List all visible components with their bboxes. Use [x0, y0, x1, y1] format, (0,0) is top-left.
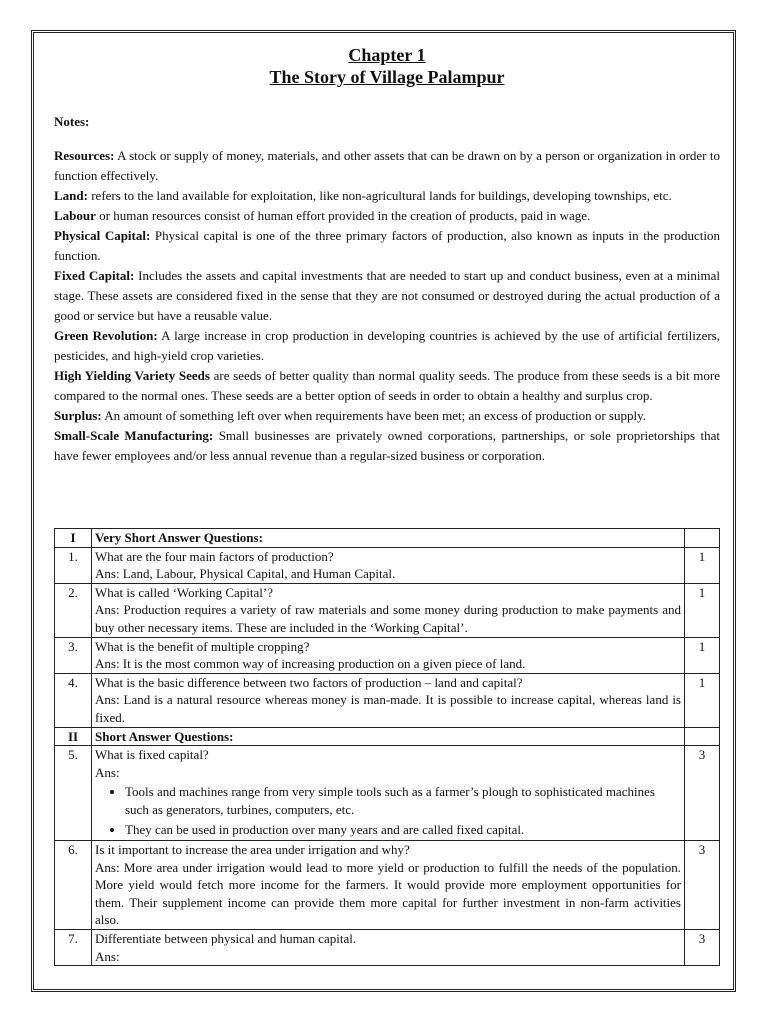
definition-hyv-seeds: [54, 366, 720, 406]
answer-text: Ans:: [95, 764, 120, 780]
answer-bullet-list: [95, 783, 681, 838]
chapter-title: The Story of Village Palampur: [269, 67, 505, 87]
question-text: Differentiate between physical and human capital.: [95, 931, 357, 947]
table-row: [55, 547, 720, 583]
table-row: [55, 841, 720, 930]
question-cell: [92, 673, 685, 727]
definition-text: A large increase in crop production in developing countries is achieved by the use of artificial fertilizers, pesticides, and high-yield crop varieties.: [54, 328, 720, 363]
definition-text: A stock or supply of money, materials, and other assets that can be drawn on by a person or organization in order to function effectively.: [54, 148, 720, 183]
definition-term: Surplus:: [54, 408, 102, 423]
question-cell: [92, 583, 685, 637]
section-title: Very Short Answer Questions:: [92, 529, 685, 548]
answer-text: Ans:: [95, 948, 120, 964]
answer-text: Ans: Land, Labour, Physical Capital, and Human Capital.: [95, 566, 396, 582]
document-content: [54, 44, 720, 466]
question-cell: [92, 637, 685, 673]
definition-term: Resources:: [54, 148, 115, 163]
question-text: What is the benefit of multiple cropping?: [95, 638, 310, 654]
definition-term: Physical Capital:: [54, 228, 151, 243]
question-number: 5.: [55, 746, 92, 841]
question-text: What is fixed capital?: [95, 747, 209, 763]
definition-text: are seeds of better quality than normal quality seeds. The produce from these seeds is a bit more compared to the normal ones. These seeds are a better option of seeds in order to obtain a healthy and surplus crop.: [54, 368, 720, 403]
table-row: [55, 746, 720, 841]
list-item: • Tools and machines range from very simple tools such as a farmer’s plough to sophisticated machines such as generators, turbines, computers, etc.: [125, 783, 681, 818]
section-title: Short Answer Questions:: [92, 727, 685, 746]
definition-text: refers to the land available for exploitation, like non-agricultural lands for buildings, developing townships, etc.: [87, 188, 672, 203]
definition-text: or human resources consist of human effort provided in the creation of products, paid in wage.: [95, 208, 591, 223]
definition-term: Land:: [54, 188, 88, 203]
question-text: Is it important to increase the area under irrigation and why?: [95, 842, 410, 858]
section-number: II: [55, 727, 92, 746]
question-marks: 3: [685, 841, 720, 930]
answer-text: Ans: Production requires a variety of raw materials and some money during production to make payments and buy other necessary items. These are included in the ‘Working Capital’.: [95, 602, 681, 635]
marks-cell: [685, 727, 720, 746]
definition-fixed-capital: [54, 266, 720, 326]
definition-term: Green Revolution:: [54, 328, 158, 343]
question-marks: 3: [685, 746, 720, 841]
section-header-row: [55, 529, 720, 548]
question-number: 4.: [55, 673, 92, 727]
question-marks: 3: [685, 930, 720, 966]
answer-text: Ans: More area under irrigation would lead to more yield or production to fulfill the needs of the population. More yield would fetch more income for the farmers. It would provide more employment opportunities for them. Their supplement income can provide them more capital for further investment in non-farm activities also.: [95, 859, 681, 928]
question-marks: 1: [685, 547, 720, 583]
chapter-number: Chapter 1: [348, 45, 426, 65]
question-marks: 1: [685, 583, 720, 637]
question-cell: [92, 841, 685, 930]
definition-labour: [54, 206, 720, 226]
list-item: • They can be used in production over many years and are called fixed capital.: [125, 821, 681, 839]
definition-resources: [54, 146, 720, 186]
table-row: [55, 637, 720, 673]
table-row: [55, 930, 720, 966]
question-cell: [92, 547, 685, 583]
definition-green-revolution: [54, 326, 720, 366]
questions-table: [54, 528, 720, 966]
definition-text: An amount of something left over when requirements have been met; an excess of production or supply.: [101, 408, 646, 423]
section-header-row: [55, 727, 720, 746]
answer-text: Ans: It is the most common way of increasing production on a given piece of land.: [95, 656, 526, 672]
definition-term: High Yielding Variety Seeds: [54, 368, 210, 383]
definition-surplus: [54, 406, 720, 426]
definition-term: Labour: [54, 208, 96, 223]
question-number: 6.: [55, 841, 92, 930]
question-cell: [92, 930, 685, 966]
section-number: I: [55, 529, 92, 548]
question-text: What is the basic difference between two factors of production – land and capital?: [95, 674, 523, 690]
table-row: [55, 583, 720, 637]
definition-term: Small-Scale Manufacturing:: [54, 428, 214, 443]
question-text: What are the four main factors of production?: [95, 548, 334, 564]
definition-text: Includes the assets and capital investments that are needed to start up and conduct business, even at a minimal stage. These assets are considered fixed in the sense that they are not consumed or destroyed during the actual production of a good or service but have a reusable value.: [54, 268, 720, 323]
question-number: 7.: [55, 930, 92, 966]
definition-land: [54, 186, 720, 206]
definitions: [54, 146, 720, 466]
question-cell: [92, 746, 685, 841]
definition-physical-capital: [54, 226, 720, 266]
question-number: 2.: [55, 583, 92, 637]
definition-text: Physical capital is one of the three primary factors of production, also known as inputs in the production function.: [54, 228, 720, 263]
definition-term: Fixed Capital:: [54, 268, 135, 283]
question-marks: 1: [685, 637, 720, 673]
table-row: [55, 673, 720, 727]
question-text: What is called ‘Working Capital’?: [95, 584, 274, 600]
answer-text: Ans: Land is a natural resource whereas money is man-made. It is possible to increase capital, whereas land is fixed.: [95, 692, 681, 725]
notes-label: Notes:: [54, 114, 90, 129]
definition-small-scale-manufacturing: [54, 426, 720, 466]
question-number: 1.: [55, 547, 92, 583]
marks-cell: [685, 529, 720, 548]
question-marks: 1: [685, 673, 720, 727]
definition-text: Small businesses are privately owned corporations, partnerships, or sole proprietorships that have fewer employees and/or less annual revenue than a regular-sized business or corporation.: [54, 428, 721, 463]
question-number: 3.: [55, 637, 92, 673]
